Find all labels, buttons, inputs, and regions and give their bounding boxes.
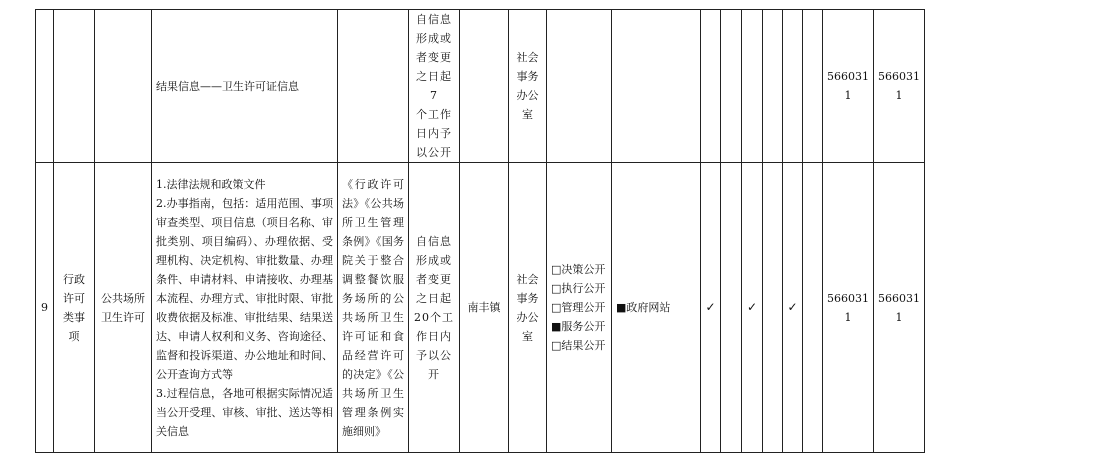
table-row — [36, 10, 925, 163]
check-cell-6 — [803, 163, 823, 453]
check-cell-4 — [763, 163, 783, 453]
item-cell — [95, 10, 152, 163]
check-cell-6 — [803, 10, 823, 163]
scope-cell: □决策公开 □执行公开 □管理公开 ■服务公开 □结果公开 — [547, 163, 612, 453]
basis-cell: 《行政许可法》《公共场所卫生管理条例》《国务院关于整合调整餐饮服务场所的公共场所卫生许可证和食品经营许可的决定》《公共场所卫生管理条例实施细则》 — [338, 163, 409, 453]
channel-cell: ■政府网站 — [612, 163, 701, 453]
category-cell: 行政 许可 类事 项 — [54, 163, 95, 453]
contact-cell-2: 566031 1 — [874, 163, 925, 453]
channel-cell — [612, 10, 701, 163]
disclosure-table — [35, 9, 925, 453]
check-cell-5 — [783, 10, 803, 163]
check-cell-5: ✓ — [783, 163, 803, 453]
row-number — [36, 10, 54, 163]
check-cell-1: ✓ — [701, 163, 721, 453]
subject-cell: 南丰镇 — [460, 163, 509, 453]
timeframe-cell: 自信息 形成或 者变更 之日起 20个工 作日内 予以公 开 — [409, 163, 460, 453]
scope-cell — [547, 10, 612, 163]
contact-cell-2: 566031 1 — [874, 10, 925, 163]
department-cell: 社会 事务 办公 室 — [509, 163, 547, 453]
check-cell-3 — [742, 10, 763, 163]
row-number: 9 — [36, 163, 54, 453]
content-cell: 结果信息——卫生许可证信息 — [152, 10, 338, 163]
check-cell-2 — [721, 10, 742, 163]
check-cell-2 — [721, 163, 742, 453]
check-cell-4 — [763, 10, 783, 163]
check-cell-3: ✓ — [742, 163, 763, 453]
department-cell: 社会 事务 办公 室 — [509, 10, 547, 163]
content-cell: 1.法律法规和政策文件 2.办事指南，包括：适用范围、事项审查类型、项目信息（项目名称、审批类别、项目编码）、办理依据、受理机构、决定机构、审批数量、办理条件、申请材料、申请接收、办理基本流程、办理方式、审批时限、审批收费依据及标准、审批结果、结果送达、申请人权利和义务、咨询途径、监督和投诉渠道、办公地址和时间、公开查询方式等 3.过程信息，各地可根据实际情况适当公开受理、审核、审批、送达等相关信息 — [152, 163, 338, 453]
subject-cell — [460, 10, 509, 163]
category-cell — [54, 10, 95, 163]
contact-cell-1: 566031 1 — [823, 10, 874, 163]
contact-cell-1: 566031 1 — [823, 163, 874, 453]
check-cell-1 — [701, 10, 721, 163]
item-cell: 公共场所 卫生许可 — [95, 163, 152, 453]
timeframe-cell: 自信息 形成或 者变更 之日起7 个工作 日内予 以公开 — [409, 10, 460, 163]
table-row — [36, 163, 925, 453]
basis-cell — [338, 10, 409, 163]
